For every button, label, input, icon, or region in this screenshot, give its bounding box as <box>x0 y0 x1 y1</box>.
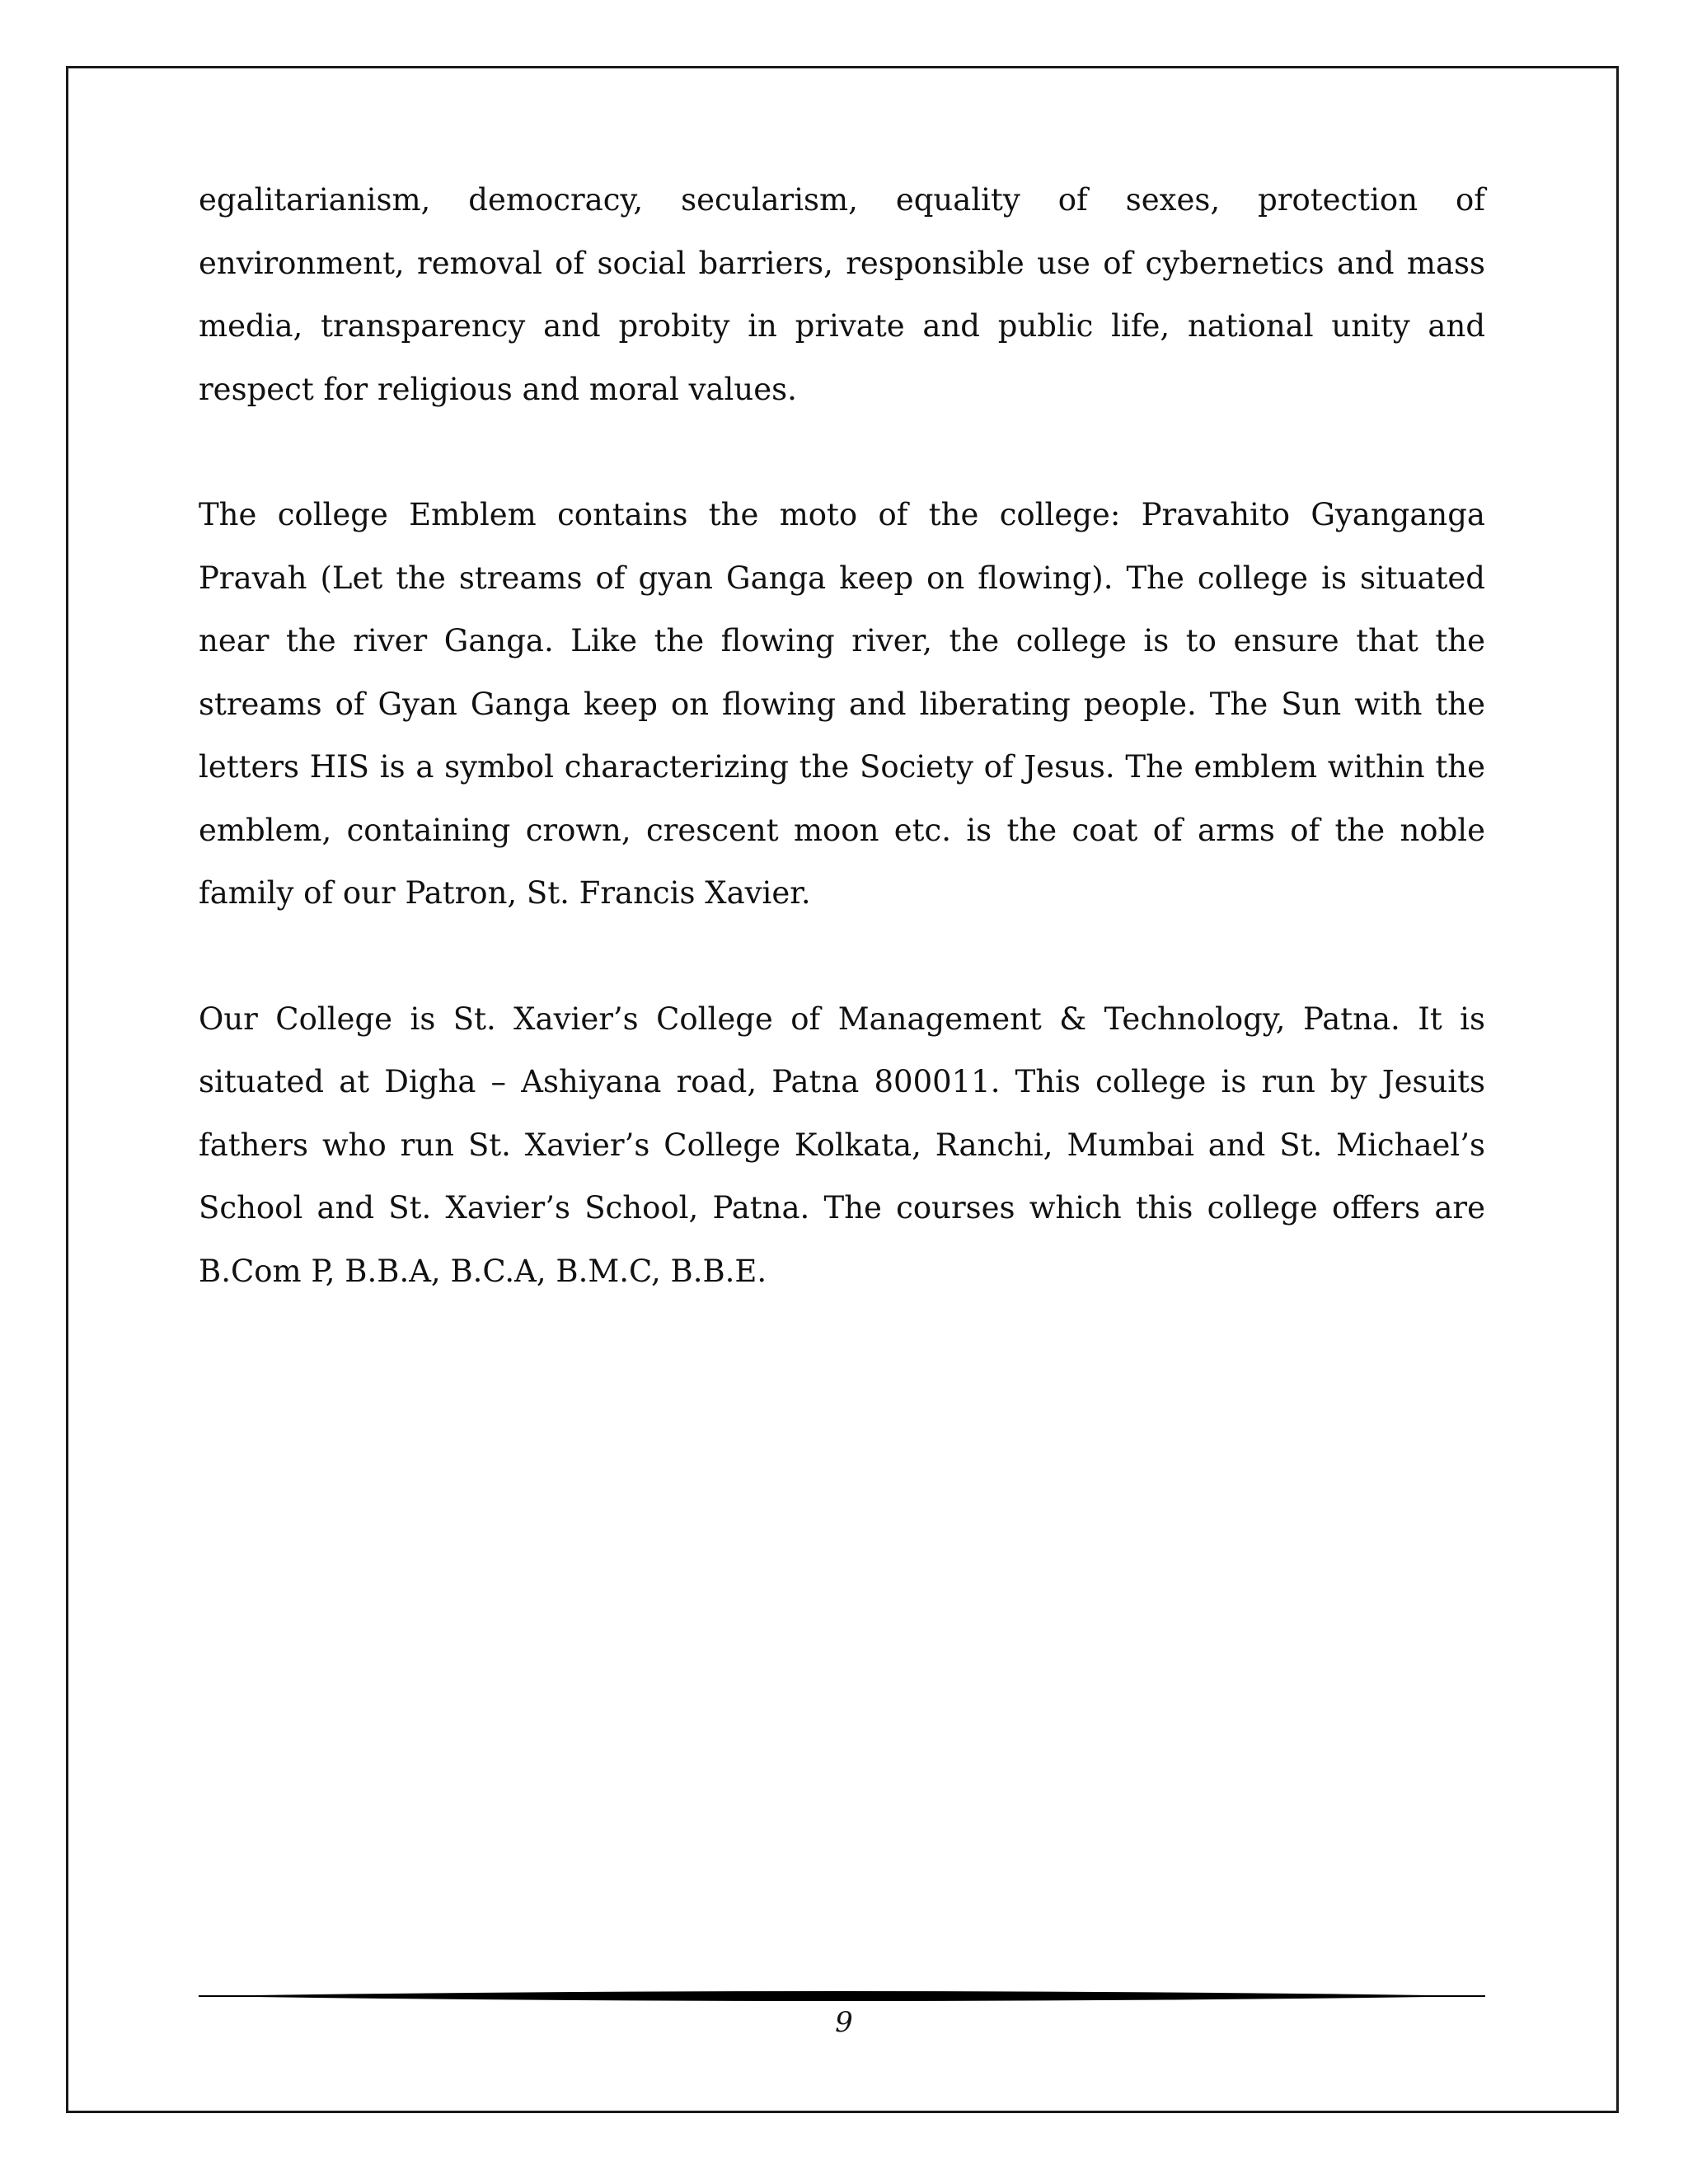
paragraph-emblem: The college Emblem contains the moto of the college: Pravahito Gyanganga Pravah (Let the streams of gyan Ganga keep on flowing). The college is situated near the river Ganga. Like the flowing river, the college is to ensure that the streams of Gyan Ganga keep on flowing and liberating people. The Sun with the letters HIS is a symbol characterizing the Society of Jesus. The emblem within the emblem, containing crown, crescent moon etc. is the coat of arms of the noble family of our Patron, St. Francis Xavier. <box>199 497 1485 911</box>
paragraph-values: egalitarianism, democracy, secularism, equality of sexes, protection of environment, removal of social barriers, responsible use of cybernetics and mass media, transparency and probity in private and public life, national unity and respect for religious and moral values. <box>199 182 1485 407</box>
paragraph-college-info: Our College is St. Xavier’s College of Management & Technology, Patna. It is situated at Digha – Ashiyana road, Patna 800011. This college is run by Jesuits fathers who run St. Xavier’s College Kolkata, Ranchi, Mumbai and St. Michael’s School and St. Xavier’s School, Patna. The courses which this college offers are B.Com P, B.B.A, B.C.A, B.M.C, B.B.E. <box>199 1001 1485 1289</box>
paragraph-spacer <box>199 421 1485 484</box>
footer-ornamental-rule <box>199 1988 1485 2004</box>
page-number: 9 <box>835 2006 853 2039</box>
paragraph-spacer <box>199 926 1485 988</box>
page-body <box>199 169 1485 1303</box>
